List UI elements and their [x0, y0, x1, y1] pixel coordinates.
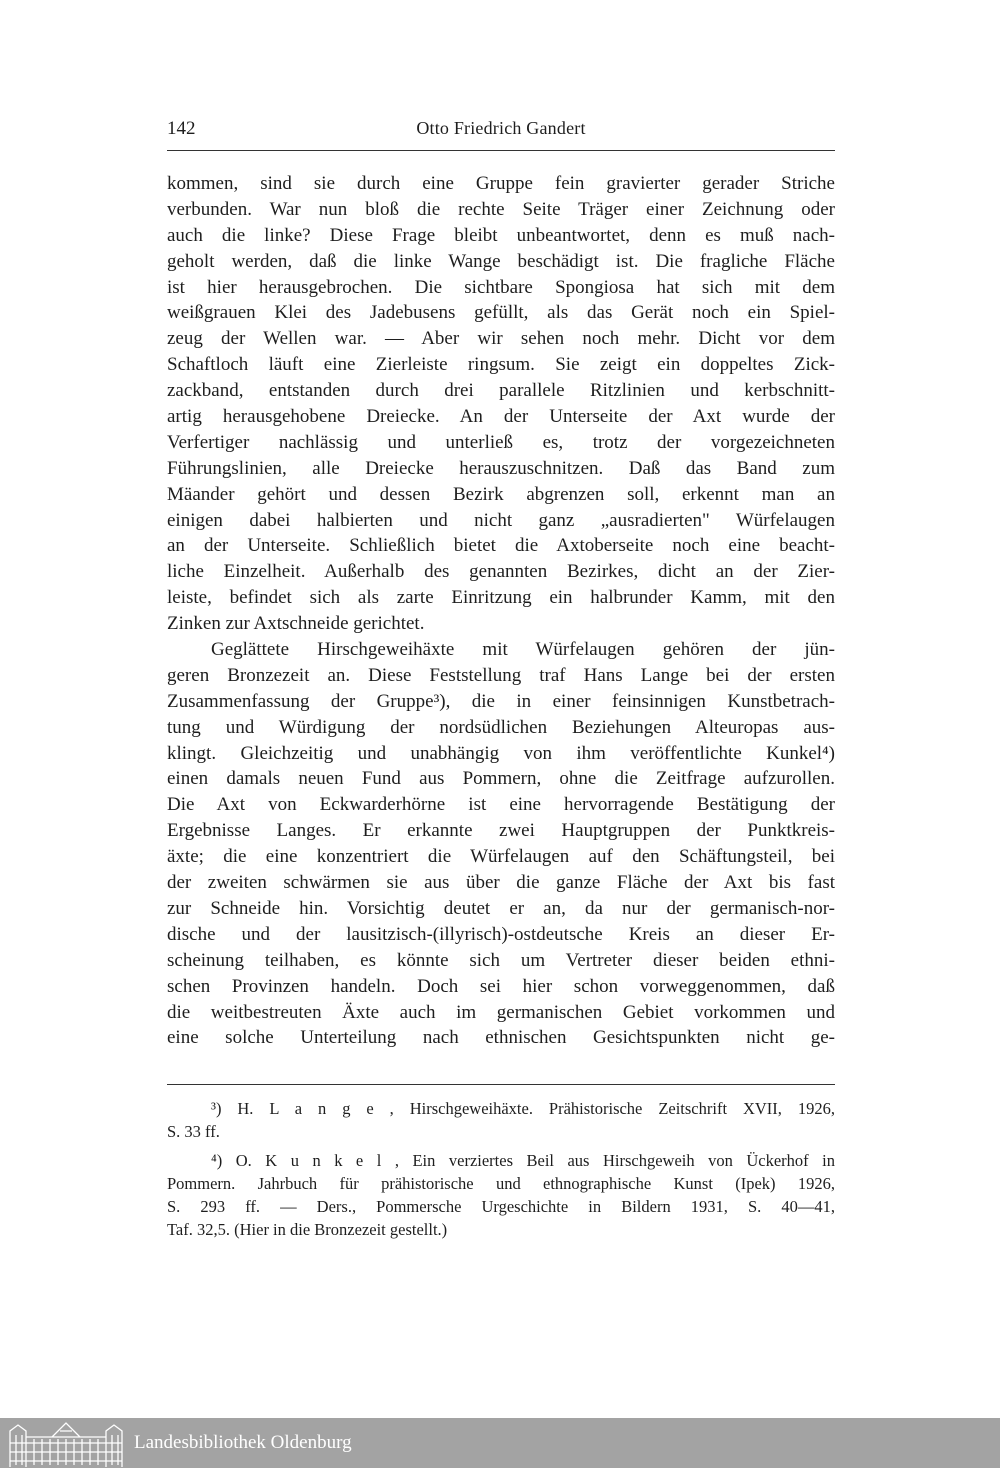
text-line: scheinung teilhaben, es könnte sich um Vertreter dieser beiden ethni- [167, 949, 835, 971]
text-line: artig herausgehobene Dreiecke. An der Unterseite der Axt wurde der [167, 406, 835, 428]
text-line: verbunden. War nun bloß die rechte Seite Träger einer Zeichnung oder [167, 198, 835, 220]
text-line: geren Bronzezeit an. Diese Feststellung traf Hans Lange bei der ersten [167, 664, 835, 686]
text-line: schen Provinzen handeln. Doch sei hier schon vorweggenommen, daß [167, 975, 835, 997]
library-building-logo [8, 1421, 124, 1467]
text-line: Verfertiger nachlässig und unterließ es, trotz der vorgezeichneten [167, 431, 835, 453]
text-line: weißgrauen Klei des Jadebusens gefüllt, als das Gerät noch ein Spiel- [167, 302, 835, 324]
paragraph [167, 171, 835, 637]
footnote-line: S. 33 ff. [167, 1122, 220, 1141]
text-line: eine solche Unterteilung nach ethnischen Gesichtspunkten nicht ge- [167, 1027, 835, 1049]
text-line: klingt. Gleichzeitig und unabhängig von ihm veröffentlichte Kunkel⁴) [167, 742, 835, 764]
footnote-line: Pommern. Jahrbuch für prähistorische und ethnographische Kunst (Ipek) 1926, [167, 1174, 835, 1193]
footnote-line: Taf. 32,5. (Hier in die Bronzezeit gestellt.) [167, 1220, 448, 1239]
text-line: Führungslinien, alle Dreiecke herauszuschnitzen. Daß das Band zum [167, 457, 835, 479]
library-name: Landesbibliothek Oldenburg [134, 1432, 352, 1453]
text-line: auch die linke? Diese Frage bleibt unbeantwortet, denn es muß nach- [167, 224, 835, 246]
text-line: einen damals neuen Fund aus Pommern, ohne die Zeitfrage aufzurollen. [167, 768, 835, 790]
text-line: geholt werden, daß die linke Wange beschädigt ist. Die fragliche Fläche [167, 250, 835, 272]
text-line: tung und Würdigung der nordsüdlichen Beziehungen Alteuropas aus- [167, 716, 835, 738]
text-line: leiste, befindet sich als zarte Einritzung ein halbrunder Kamm, mit den [167, 587, 835, 609]
text-line: zur Schneide hin. Vorsichtig deutet er an, da nur der germanisch-nor- [167, 897, 835, 919]
paragraph [167, 637, 835, 1051]
footnote-divider [167, 1084, 835, 1085]
footnote-line: ³) H. L a n g e , Hirschgeweihäxte. Prähistorische Zeitschrift XVII, 1926, [211, 1099, 835, 1118]
text-line: Die Axt von Eckwarderhörne ist eine hervorragende Bestätigung der [167, 794, 835, 816]
text-line: der zweiten schwärmen sie aus über die ganze Fläche der Axt bis fast [167, 872, 835, 894]
text-line: Mäander gehört und dessen Bezirk abgrenzen soll, erkennt man an [167, 483, 835, 505]
footnote [167, 1149, 835, 1241]
page-number: 142 [167, 118, 196, 139]
text-line: zackband, entstanden durch drei parallele Ritzlinien und kerbschnitt- [167, 380, 835, 402]
text-line: Zusammenfassung der Gruppe³), die in einer feinsinnigen Kunstbetrach- [167, 690, 835, 712]
footnotes [167, 1097, 835, 1247]
text-line: Geglättete Hirschgeweihäxte mit Würfelaugen gehören der jün- [211, 639, 835, 661]
text-line: Zinken zur Axtschneide gerichtet. [167, 613, 425, 635]
text-line: dische und der lausitzisch-(illyrisch)-ostdeutsche Kreis an dieser Er- [167, 923, 835, 945]
text-line: an der Unterseite. Schließlich bietet die Axtoberseite noch eine beacht- [167, 535, 835, 557]
footnote [167, 1097, 835, 1143]
text-line: liche Einzelheit. Außerhalb des genannten Bezirkes, dicht an der Zier- [167, 561, 835, 583]
footnote-line: S. 293 ff. — Ders., Pommersche Urgeschichte in Bildern 1931, S. 40—41, [167, 1197, 835, 1216]
text-line: die weitbestreuten Äxte auch im germanischen Gebiet vorkommen und [167, 1001, 835, 1023]
page-header [167, 116, 835, 151]
library-footer-bar [0, 1418, 1000, 1468]
text-line: Ergebnisse Langes. Er erkannte zwei Hauptgruppen der Punktkreis- [167, 820, 835, 842]
body-text [167, 171, 835, 1051]
footnote-line: ⁴) O. K u n k e l , Ein verziertes Beil aus Hirschgeweih von Ückerhof in [211, 1151, 835, 1170]
text-line: kommen, sind sie durch eine Gruppe fein gravierter gerader Striche [167, 173, 835, 194]
text-line: einigen dabei halbierten und nicht ganz „ausradierten" Würfelaugen [167, 509, 835, 531]
text-line: zeug der Wellen war. — Aber wir sehen noch mehr. Dicht vor dem [167, 328, 835, 350]
text-line: äxte; die eine konzentriert die Würfelaugen auf den Schäftungsteil, bei [167, 846, 835, 868]
text-line: ist hier herausgebrochen. Die sichtbare Spongiosa hat sich mit dem [167, 276, 835, 298]
text-line: Schaftloch läuft eine Zierleiste ringsum. Sie zeigt ein doppeltes Zick- [167, 354, 835, 376]
running-title: Otto Friedrich Gandert [416, 118, 586, 138]
